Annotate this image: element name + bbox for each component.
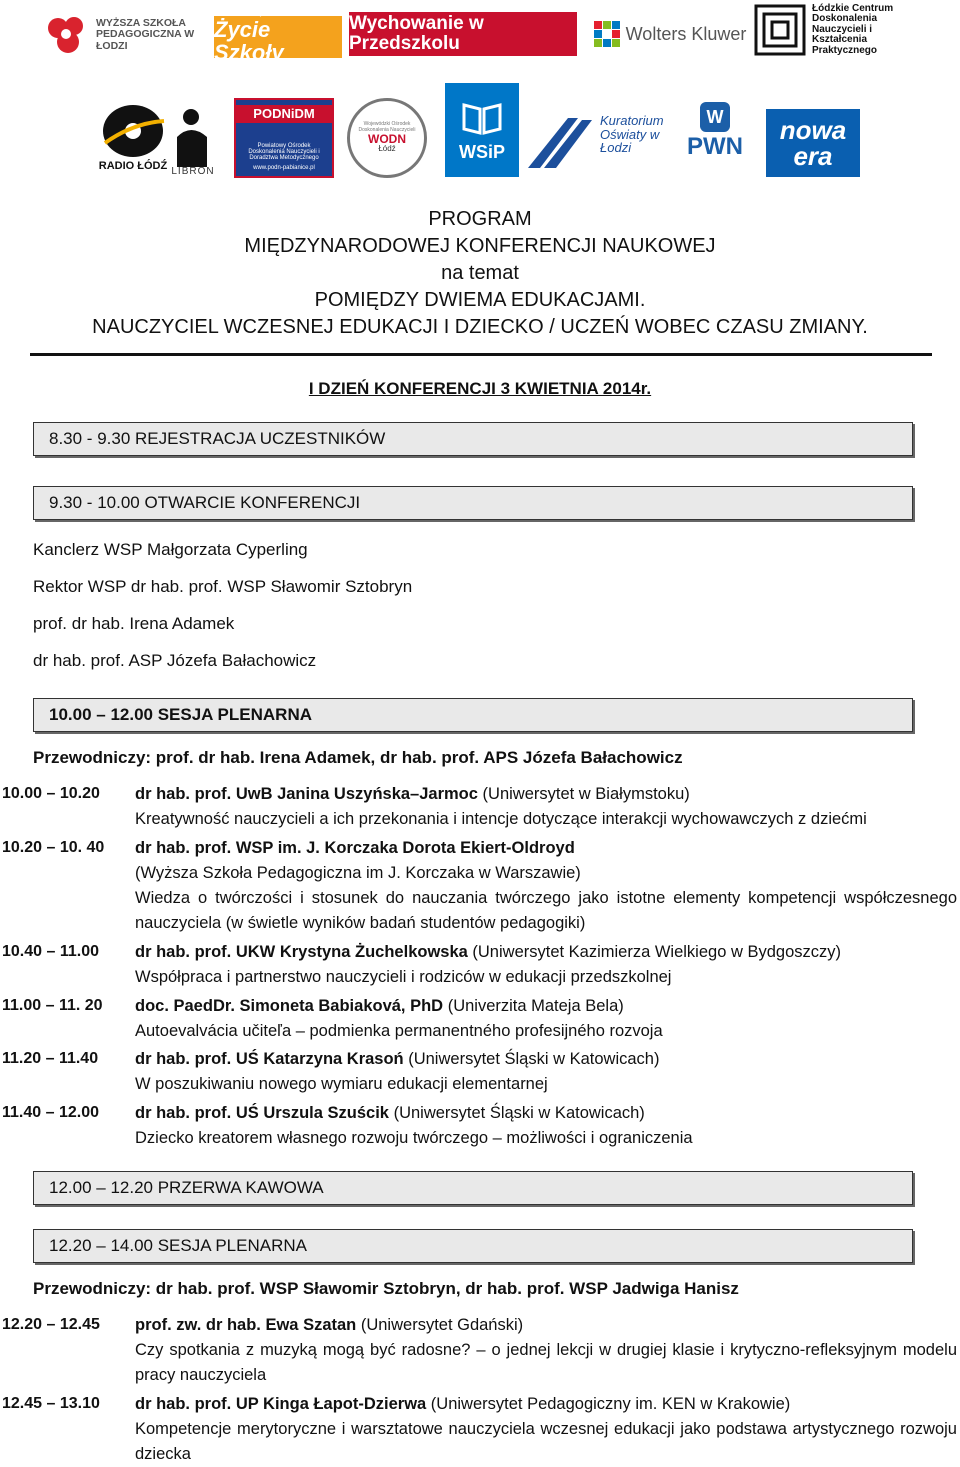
talk-affiliation: (Uniwersytet w Białymstoku): [477, 785, 690, 803]
libron-figure-icon: [173, 107, 213, 167]
talk-speaker: doc. PaedDr. Simoneta Babiaková, PhD: [135, 997, 444, 1015]
talk-affiliation: (Univerzita Mateja Bela): [443, 997, 624, 1015]
talk-speaker: dr hab. prof. WSP im. J. Korczaka Dorota Ekiert-Oldroyd: [135, 839, 575, 857]
talk-speaker: dr hab. prof. UwB Janina Uszyńska–Jarmoc: [135, 785, 478, 803]
talk-affiliation: (Uniwersytet Śląski w Katowicach): [388, 1104, 645, 1122]
talk-item: [135, 1047, 957, 1097]
talk-speaker: dr hab. prof. UŚ Katarzyna Krasoń: [135, 1050, 404, 1068]
talk-time: 10.00 – 10.20: [2, 785, 100, 802]
zycie-szkoly-subtitle: edukacja wczesnoszkolna: [237, 10, 319, 18]
zycie-szkoly-title: Życie Szkoły: [214, 16, 284, 65]
radio-lodz-disc-icon: [100, 103, 166, 161]
opening-speaker: prof. dr hab. Irena Adamek: [33, 614, 235, 633]
wychowanie-title: Wychowanie w Przedszkolu: [349, 13, 484, 54]
talk-item: [135, 994, 957, 1044]
pwn-text: PWN: [687, 133, 743, 161]
talk-affiliation: (Uniwersytet Pedagogiczny im. KEN w Krakowie): [426, 1395, 791, 1413]
wolters-kluwer-logo: [590, 16, 750, 52]
lodzkie-centrum-logo: [754, 2, 954, 58]
podnidm-url: www.podn-pabianice.pl: [253, 164, 315, 171]
talk-title: Kompetencje merytoryczne i warsztatowe nauczyciela wczesnej edukacji jako podstawa artystycznego rozwoju dziecka: [135, 1420, 957, 1463]
lodzkie-centrum-square-icon: [754, 4, 806, 56]
talk-item: [135, 1392, 957, 1467]
wolters-grid-icon: [594, 21, 620, 47]
session-2-chairs: Przewodniczy: dr hab. prof. WSP Sławomir Sztobryn, dr hab. prof. WSP Jadwiga Hanisz: [33, 1279, 739, 1298]
opening-speaker: Kanclerz WSP Małgorzata Cyperling: [33, 540, 308, 559]
wodn-city: Łódź: [378, 144, 396, 154]
talk-title: Czy spotkania z muzyką mogą być radosne? – o jednej lekcji w drugiej klasie i krytyczno-refleksyjnym modelu pracy nauczyciela: [135, 1341, 957, 1384]
talk-speaker: dr hab. prof. UKW Krystyna Żuchelkowska: [135, 943, 468, 961]
talk-title: Współpraca i partnerstwo nauczycieli i rodziców w edukacji przedszkolnej: [135, 968, 672, 986]
talk-title: Dziecko kreatorem własnego rozwoju twórczego – możliwości i ograniczenia: [135, 1129, 693, 1147]
talk-time: 11.20 – 11.40: [2, 1050, 99, 1067]
wsip-text: WSiP: [458, 141, 505, 162]
kuratorium-logo: [528, 108, 672, 174]
wodn-text: WODN: [368, 131, 406, 146]
wsp-logo: [44, 12, 204, 58]
title-line-5: NAUCZYCIEL WCZESNEJ EDUKACJI I DZIECKO / UCZEŃ WOBEC CZASU ZMIANY.: [92, 316, 868, 338]
kuratorium-text: Kuratorium Oświaty w Łodzi: [600, 113, 664, 156]
talk-affiliation: (Uniwersytet Śląski w Katowicach): [403, 1050, 660, 1068]
wychowanie-logo: [349, 12, 577, 56]
title-line-4: POMIĘDZY DWIEMA EDUKACJAMI.: [314, 289, 646, 311]
wolters-kluwer-text: Wolters Kluwer: [625, 23, 747, 44]
talk-time: 12.20 – 12.45: [2, 1316, 100, 1333]
coffee-break-bar: 12.00 – 12.20 PRZERWA KAWOWA: [33, 1171, 913, 1205]
wodn-logo: [345, 96, 433, 182]
pwn-logo: [682, 96, 748, 166]
talk-title: W poszukiwaniu nowego wymiaru edukacji elementarnej: [135, 1075, 548, 1093]
libron-text: LIBRON: [171, 165, 215, 177]
kuratorium-stripes-icon: [528, 108, 598, 170]
talk-speaker: dr hab. prof. UP Kinga Łapot-Dzierwa: [135, 1395, 427, 1413]
header-divider: [30, 353, 932, 356]
title-line-1: PROGRAM: [428, 208, 532, 230]
wsp-heart-icon: [44, 12, 90, 58]
wsip-book-icon: [460, 99, 504, 137]
talk-title: Kreatywność nauczycieli a ich przekonania i intencje dotyczące interakcji wychowawczych z dziećmi: [135, 810, 867, 828]
session-1-chairs: Przewodniczy: prof. dr hab. Irena Adamek, dr hab. prof. APS Józefa Bałachowicz: [33, 748, 683, 767]
nowa-era-text: nowa era: [779, 115, 847, 171]
talk-title: Autoevalvácia učiteľa – podmienka permanentného profesijného rozvoja: [135, 1022, 663, 1040]
talk-title: Wiedza o twórczości i stosunek do nauczania twórczego jako istotne elementy kompetencji współczesnego nauczyciela (w świetle wyników badań studentów pedagogiki): [135, 889, 957, 932]
podnidm-title: PODNiDM: [236, 105, 332, 123]
talk-time: 11.00 – 11. 20: [2, 997, 103, 1014]
talk-time: 10.20 – 10. 40: [2, 839, 105, 856]
program-title: [0, 206, 960, 341]
opening-bar: 9.30 - 10.00 OTWARCIE KONFERENCJI: [33, 486, 913, 520]
lodzkie-centrum-text: Łódzkie Centrum Doskonalenia Nauczycieli i Kształcenia Praktycznego: [812, 2, 894, 56]
zycie-szkoly-logo: [214, 10, 342, 65]
talk-time: 12.45 – 13.10: [2, 1395, 100, 1412]
talk-time: 10.40 – 11.00: [2, 943, 99, 960]
podnidm-subtitle: Powiatowy Ośrodek Doskonalenia Nauczycieli i Doradztwa Metodycznego: [248, 142, 320, 162]
registration-bar: 8.30 - 9.30 REJESTRACJA UCZESTNIKÓW: [33, 422, 913, 456]
title-line-2: MIĘDZYNARODOWEJ KONFERENCJI NAUKOWEJ: [244, 235, 716, 257]
talk-time: 11.40 – 12.00: [2, 1104, 99, 1121]
nowa-era-logo: [766, 109, 860, 177]
radio-lodz-text: RADIO ŁÓDŹ: [98, 160, 168, 173]
plenary-session-2-bar: 12.20 – 14.00 SESJA PLENARNA: [33, 1229, 913, 1263]
wsip-logo: [445, 83, 519, 177]
talk-affiliation: (Uniwersytet Gdański): [356, 1316, 524, 1334]
talk-speaker: prof. zw. dr hab. Ewa Szatan: [135, 1316, 357, 1334]
talk-item: [135, 1101, 957, 1151]
title-line-3: na temat: [441, 262, 519, 284]
radio-lodz-logo: [98, 98, 168, 178]
podnidm-logo: [234, 98, 334, 178]
plenary-session-1-bar: 10.00 – 12.00 SESJA PLENARNA: [33, 698, 913, 732]
opening-speaker: Rektor WSP dr hab. prof. WSP Sławomir Sztobryn: [33, 577, 413, 596]
talk-item: [135, 836, 957, 936]
talk-item: [135, 1313, 957, 1388]
wodn-ring: [347, 98, 427, 178]
talk-item: [135, 940, 957, 990]
talk-item: [135, 782, 957, 832]
libron-logo: [168, 102, 218, 182]
day-title: I DZIEŃ KONFERENCJI 3 KWIETNIA 2014r.: [308, 379, 652, 398]
wsp-logo-text: WYŻSZA SZKOŁA PEDAGOGICZNA W ŁODZI: [96, 17, 195, 52]
wodn-ring-text: Wojewódzki Ośrodek Doskonalenia Nauczycieli: [358, 121, 416, 133]
pwn-w-icon: W: [700, 102, 730, 132]
talk-speaker: dr hab. prof. UŚ Urszula Szuścik: [135, 1104, 389, 1122]
talk-affiliation: (Wyższa Szkoła Pedagogiczna im J. Korczaka w Warszawie): [135, 864, 581, 882]
opening-speaker: dr hab. prof. ASP Józefa Bałachowicz: [33, 651, 317, 670]
talk-affiliation: (Uniwersytet Kazimierza Wielkiego w Bydgoszczy): [467, 943, 841, 961]
